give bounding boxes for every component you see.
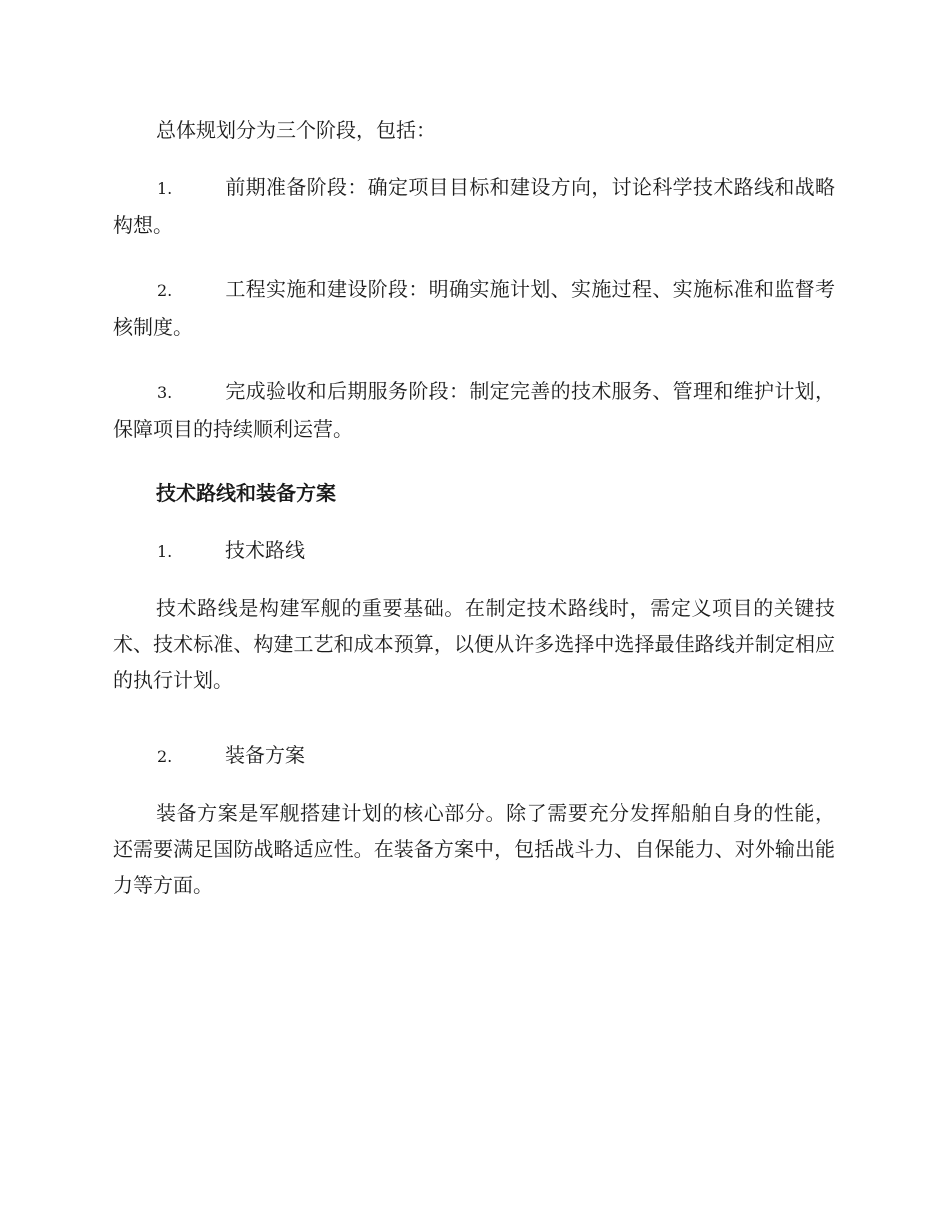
list-number: 1. [157, 179, 173, 198]
phase-text: 前期准备阶段：确定项目目标和建设方向，讨论科学技术路线和战略构想。 [113, 175, 835, 237]
intro-paragraph: 总体规划分为三个阶段，包括： [156, 118, 436, 142]
subsection-title [113, 532, 835, 570]
subsection-title [113, 737, 835, 775]
phase-item [113, 271, 835, 345]
list-number: 1. [157, 542, 173, 561]
phase-item [113, 169, 835, 243]
subsection-title-text: 技术路线 [225, 538, 305, 562]
list-number: 2. [157, 747, 173, 766]
section-heading: 技术路线和装备方案 [156, 481, 336, 505]
list-number: 3. [157, 383, 173, 402]
phase-text: 工程实施和建设阶段：明确实施计划、实施过程、实施标准和监督考核制度。 [113, 277, 835, 339]
list-number: 2. [157, 281, 173, 300]
subsection-body: 装备方案是军舰搭建计划的核心部分。除了需要充分发挥船舶自身的性能，还需要满足国防战略适应性。在装备方案中，包括战斗力、自保能力、对外输出能力等方面。 [113, 801, 835, 897]
subsection-title-text: 装备方案 [225, 743, 305, 767]
subsection-body: 技术路线是构建军舰的重要基础。在制定技术路线时，需定义项目的关键技术、技术标准、构建工艺和成本预算，以便从许多选择中选择最佳路线并制定相应的执行计划。 [113, 596, 835, 692]
phase-text: 完成验收和后期服务阶段：制定完善的技术服务、管理和维护计划，保障项目的持续顺利运营。 [113, 379, 835, 441]
phase-item [113, 373, 835, 447]
